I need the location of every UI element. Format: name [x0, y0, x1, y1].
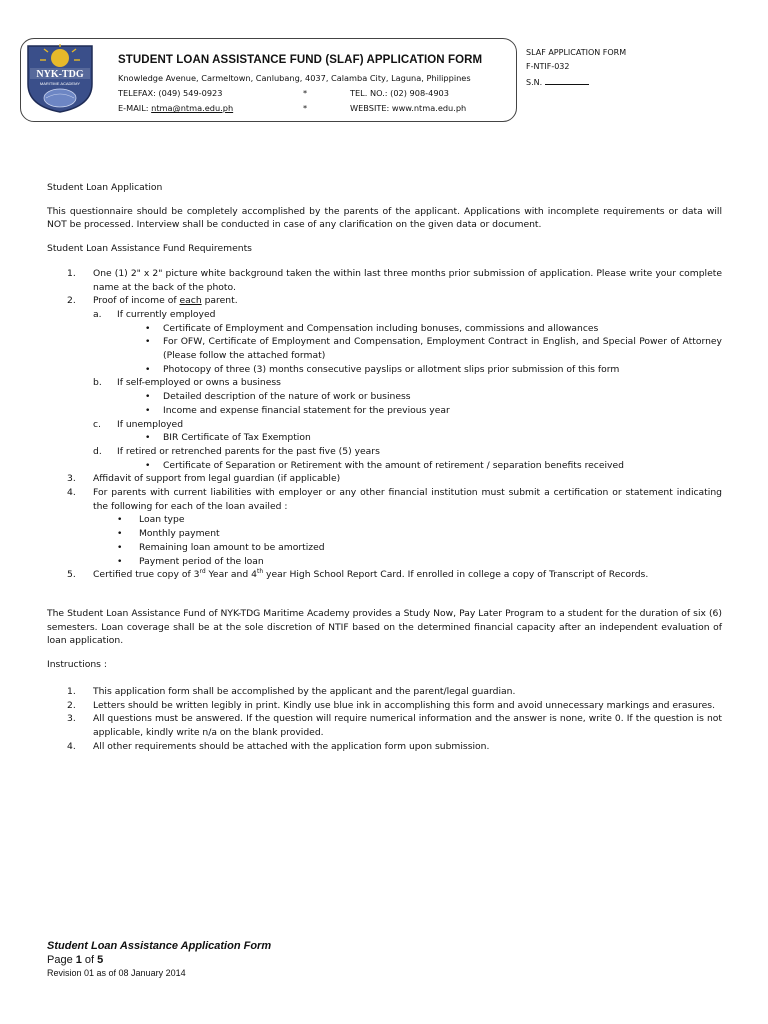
sn-blank [545, 76, 589, 85]
bullet-item: • Photocopy of three (3) months consecutive payslips or allotment slips prior submission of this form [145, 363, 620, 375]
academy-logo [24, 44, 96, 114]
bullet-item: • Loan type [117, 514, 185, 526]
bullet-item: • Detailed description of the nature of work or business [145, 391, 411, 403]
form-id-code: F-NTIF-032 [526, 62, 570, 71]
serial-number [526, 76, 589, 87]
sub-item: c. If unemployed [47, 418, 722, 432]
bullet-item: • Monthly payment [117, 528, 220, 540]
instruction-item: 2. Letters should be written legibly in print. Kindly use blue ink in accomplishing this form and avoid unnecessary markings and erasures. [67, 699, 715, 711]
email-line [118, 103, 233, 113]
address: Knowledge Avenue, Carmeltown, Canlubang, 4037, Calamba City, Laguna, Philippines [118, 73, 471, 83]
bullet-icon: • [145, 432, 151, 444]
requirement-text: For parents with current liabilities with employer or any other financial institution must submit a certification or statement indicating the following for each of the loan availed : [93, 487, 722, 512]
instruction-item: 4. All other requirements should be attached with the application form upon submission. [67, 740, 490, 752]
section-heading: Student Loan Application [47, 182, 163, 193]
bullet-icon: • [117, 555, 123, 567]
sn-label: S.N. [526, 78, 543, 87]
sub-item-text: If unemployed [117, 418, 184, 430]
bullet-item: • Income and expense financial statement for the previous year [145, 404, 450, 416]
requirement-text: Proof of income of each parent. [93, 295, 238, 307]
requirement-text: Affidavit of support from legal guardian (if applicable) [93, 473, 341, 485]
program-paragraph: The Student Loan Assistance Fund of NYK-TDG Maritime Academy provides a Study Now, Pay Later Program to a student for the duration of six (6) semesters. Loan coverage shall be at the sole discretion of NTIF based on the determined financial capacity after an independent evaluation of loan application. [47, 607, 722, 647]
sub-item-text: If currently employed [117, 308, 216, 320]
sub-item-text: If self-employed or owns a business [117, 377, 281, 389]
requirements-heading: Student Loan Assistance Fund Requirements [47, 243, 252, 255]
bullet-item: • For OFW, Certificate of Employment and Compensation, Employment Contract in English, and Special Power of Attorney (Please follow the attached format) [145, 336, 722, 362]
logo-text: NYK-TDG [36, 69, 84, 80]
requirement-item: 3. Affidavit of support from legal guardian (if applicable) [47, 472, 722, 486]
separator-star: * [303, 88, 308, 98]
bullet-icon: • [117, 541, 123, 553]
bullet-icon: • [145, 336, 151, 348]
bullet-item: • Certificate of Employment and Compensation including bonuses, commissions and allowances [145, 322, 599, 334]
sub-item: a. If currently employed [47, 308, 722, 322]
bullet-icon: • [145, 322, 151, 334]
bullet-item: • Payment period of the loan [117, 555, 264, 567]
instruction-item: 1. This application form shall be accomplished by the applicant and the parent/legal guardian. [67, 685, 516, 697]
requirement-text: Certified true copy of 3rd Year and 4th year High School Report Card. If enrolled in college a copy of Transcript of Records. [93, 568, 649, 581]
requirement-text: One (1) 2" x 2" picture white background taken the within last three months prior submission of application. Please write your complete name at the back of the photo. [93, 267, 722, 293]
bullet-item: • Certificate of Separation or Retirement with the amount of retirement / separation benefits received [145, 459, 624, 471]
bullet-icon: • [145, 391, 151, 403]
instruction-item: 3. All questions must be answered. If the question will require numerical information and the answer is none, write 0. If the question is not applicable, kindly write n/a on the blank provided. [67, 713, 722, 738]
separator-star: * [303, 103, 308, 113]
email-label: E-MAIL: [118, 103, 152, 113]
telefax: TELEFAX: (049) 549-0923 [118, 88, 223, 98]
page-number: Page 1 of 5 [47, 954, 104, 966]
document-body [47, 181, 722, 753]
footer-title: Student Loan Assistance Application Form [47, 940, 272, 952]
bullet-icon: • [145, 363, 151, 375]
bullet-icon: • [117, 528, 123, 540]
sub-item-text: If retired or retrenched parents for the past five (5) years [117, 445, 380, 457]
requirement-item: 1. One (1) 2" x 2" picture white background taken the within last three months prior submission of application. Please write your complete name at the back of the photo. [67, 267, 722, 293]
bullet-item: • Remaining loan amount to be amortized [117, 541, 325, 553]
bullet-item: • BIR Certificate of Tax Exemption [145, 432, 311, 444]
email-link[interactable]: ntma@ntma.edu.ph [151, 103, 234, 113]
revision-note: Revision 01 as of 08 January 2014 [47, 968, 186, 978]
intro-paragraph: This questionnaire should be completely accomplished by the parents of the applicant. Applications with incomplete requirements or data will NOT be processed. Interview shall be conducted in case of any clarification on the given data or document. [47, 205, 722, 231]
instructions-heading: Instructions : [47, 659, 107, 671]
bullet-icon: • [145, 404, 151, 416]
form-id-line1: SLAF APPLICATION FORM [526, 48, 627, 57]
requirement-item: 2. Proof of income of each parent. [47, 294, 722, 308]
tel-no: TEL. NO.: (02) 908-4903 [350, 88, 449, 98]
website: WEBSITE: www.ntma.edu.ph [350, 103, 467, 113]
sub-item: d. If retired or retrenched parents for the past five (5) years [47, 445, 722, 459]
bullet-icon: • [145, 459, 151, 471]
logo-subtext: MARITIME ACADEMY [39, 81, 81, 86]
bullet-icon: • [117, 514, 123, 526]
sub-item: b. If self-employed or owns a business [47, 376, 722, 390]
requirement-item: 4. For parents with current liabilities with employer or any other financial institution must submit a certification or statement indicating the following for each of the loan availed : [67, 487, 722, 512]
form-title: STUDENT LOAN ASSISTANCE FUND (SLAF) APPLICATION FORM [118, 54, 483, 66]
requirement-item: 5. Certified true copy of 3rd Year and 4th year High School Report Card. If enrolled in college a copy of Transcript of Records. [47, 568, 722, 582]
